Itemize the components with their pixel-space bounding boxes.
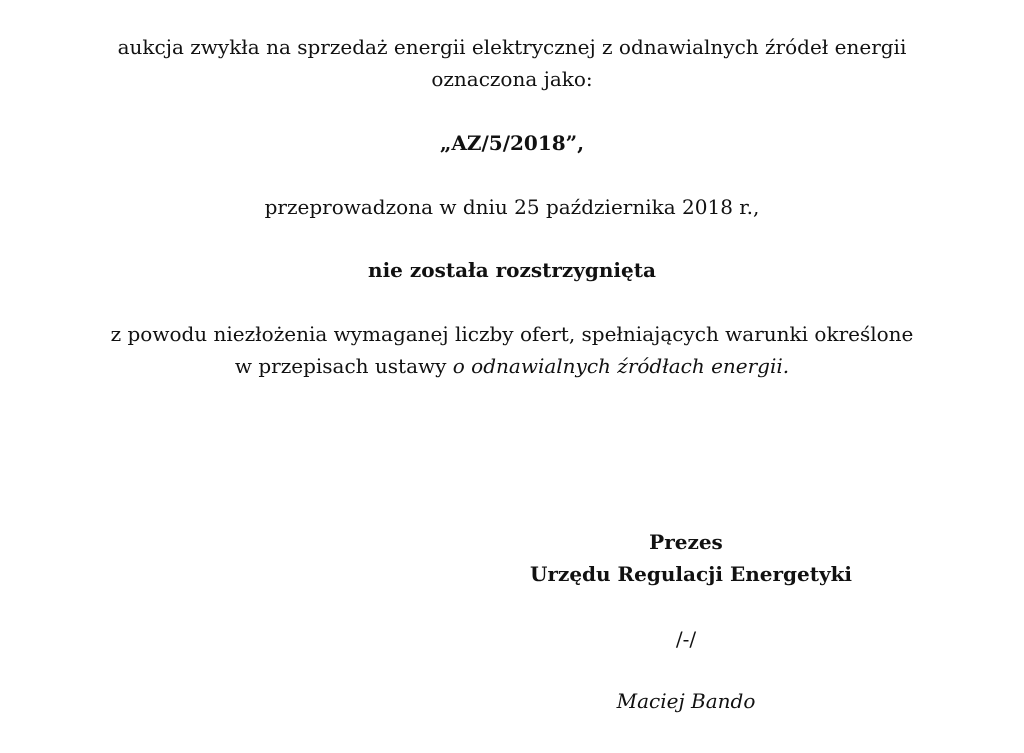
act-title: o odnawialnych źródłach energii.: [452, 354, 790, 378]
result-statement: nie została rozstrzygnięta: [368, 258, 656, 282]
signature-title: Prezes: [649, 530, 723, 554]
date-line: przeprowadzona w dniu 25 października 2018 r.,: [264, 195, 760, 219]
reason-line-1: z powodu niezłożenia wymaganej liczby ofert, spełniających warunki określone: [110, 322, 914, 346]
reason-line-2-prefix: w przepisach ustawy: [234, 354, 453, 378]
intro-line-1: aukcja zwykła na sprzedaż energii elektrycznej z odnawialnych źródeł energii: [117, 35, 907, 59]
auction-code: „AZ/5/2018”,: [439, 131, 585, 155]
signature-office: Urzędu Regulacji Energetyki: [530, 562, 853, 586]
signature-mark: /-/: [675, 627, 697, 651]
signatory-name: Maciej Bando: [616, 689, 756, 713]
reason-line-2: [0, 353, 1024, 379]
intro-line-2: oznaczona jako:: [431, 67, 593, 91]
